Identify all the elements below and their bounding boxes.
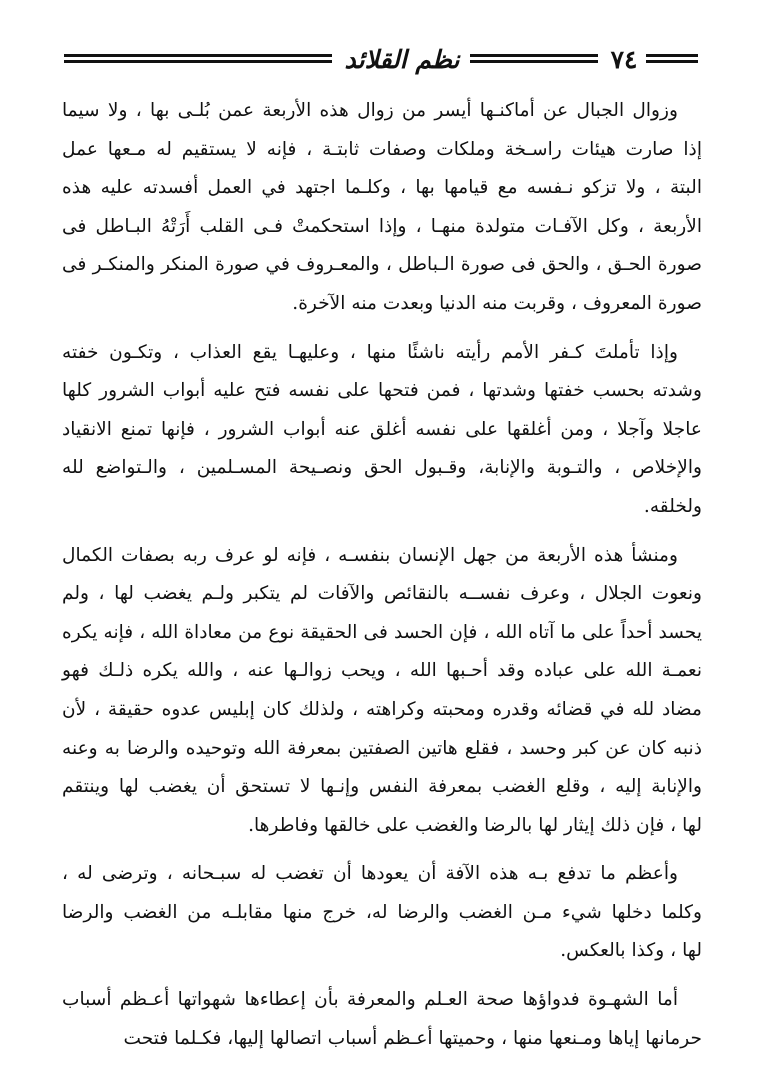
text-line: وشدته بحسب خفتها وشدتها ، فمن فتحها على نفسه فتح عليه أبواب الشرور كلها bbox=[62, 380, 702, 402]
text-line: البتة ، ولا تزكو نـفسه مع قيامها بها ، وكلـما اجتهد في العمل أفسدته عليه هذه bbox=[62, 177, 702, 199]
text-line: ونعوت الجلال ، وعرف نفســه بالنقائص والآفات لم يتكبر ولـم يغضب لها ، ولم bbox=[62, 583, 702, 605]
text-line: أما الشهـوة فدواؤها صحة العـلم والمعرفة بأن إعطاءها شهواتها أعـظم أسباب bbox=[62, 989, 678, 1011]
text-line: لها ، فإن ذلك إيثار لها بالرضا والغضب على خالقها وفاطرها. bbox=[248, 814, 702, 836]
header-rule-right bbox=[646, 54, 698, 65]
text-line: ولخلقه. bbox=[643, 495, 702, 517]
text-line: لها ، وكذا بالعكس. bbox=[560, 940, 702, 962]
page-number: ٧٤ bbox=[610, 45, 638, 74]
text-line: حرمانها إياها ومـنعها منها ، وحميتها أعـظم أسباب اتصالها إليها، فكـلما فتحت bbox=[123, 1027, 702, 1049]
text-line: وأعظم ما تدفع بـه هذه الآفة أن يعودها أن تغضب له سبـحانه ، وترضى له ، bbox=[62, 863, 678, 885]
header-rule-left bbox=[64, 54, 332, 65]
running-title: نظم القلائد bbox=[344, 45, 460, 74]
page-header bbox=[64, 40, 698, 80]
text-line: صورة المعروف ، وقربت منه الدنيا وبعدت منه الآخرة. bbox=[292, 292, 702, 314]
text-line: والإنابة إليه ، وقلع الغضب بمعرفة النفس وإنـها لا تستحق أن يغضب لها وينتقم bbox=[62, 776, 702, 798]
text-line: عاجلا وآجلا ، ومن أغلقها على نفسه أغلق عنه أبواب الشرور ، فإنها تمنع الانقياد bbox=[62, 418, 702, 440]
text-line: ذنبه كان عن كبر وحسد ، فقلع هاتين الصفتين بمعرفة الله وتوحيده والرضا به وعنه bbox=[62, 737, 702, 759]
text-line: وكلما دخلها شيء مـن الغضب والرضا له، خرج منها مقابلـه من الغضب والرضا bbox=[62, 901, 702, 923]
paragraph bbox=[62, 981, 702, 1058]
text-line: إذا صارت هيئات راسـخة وملكات وصفات ثابتـة ، فإنه لا يستقيم له مـعها عمل bbox=[62, 138, 702, 160]
text-line: ومنشأ هذه الأربعة من جهل الإنسان بنفسـه ، فإنه لو عرف ربه بصفات الكمال bbox=[62, 544, 678, 566]
paragraph bbox=[62, 334, 702, 527]
text-line: الأربعة ، وكل الآفـات متولدة منهـا ، وإذا استحكمتْ فـى القلب أَرَتْهُ البـاطل فى bbox=[62, 215, 702, 237]
text-line: مضاد لله في قضائه وقدره ومحبته وكراهته ، ولذلك كان إبليس عدوه حقيقة ، لأن bbox=[62, 698, 702, 720]
page-body bbox=[62, 92, 702, 1068]
text-line: والإخلاص ، والتـوبة والإنابة، وقـبول الحق ونصـيحة المسـلمين ، والـتواضع لله bbox=[62, 457, 702, 479]
text-line: صورة الحـق ، والحق فى صورة الـباطل ، والمعـروف في صورة المنكر والمنكـر فى bbox=[62, 254, 702, 276]
paragraph bbox=[62, 92, 702, 324]
paragraph bbox=[62, 537, 702, 846]
text-line: يحسد أحداً على ما آتاه الله ، فإن الحسد فى الحقيقة نوع من معاداة الله ، فإنه يكره bbox=[62, 621, 702, 643]
paragraph bbox=[62, 855, 702, 971]
header-rule-middle bbox=[470, 54, 598, 65]
text-line: وإذا تأملتَ كـفر الأمم رأيته ناشئًا منها ، وعليهـا يقع العذاب ، وتكـون خفته bbox=[62, 341, 678, 363]
text-line: نعمـة الله على عباده وقد أحـبها الله ، ويحب زوالـها عنه ، والله يكره ذلـك فهو bbox=[62, 660, 702, 682]
text-line: وزوال الجبال عن أماكنـها أيسر من زوال هذه الأربعة عمن بُلـى بها ، ولا سيما bbox=[62, 100, 678, 121]
